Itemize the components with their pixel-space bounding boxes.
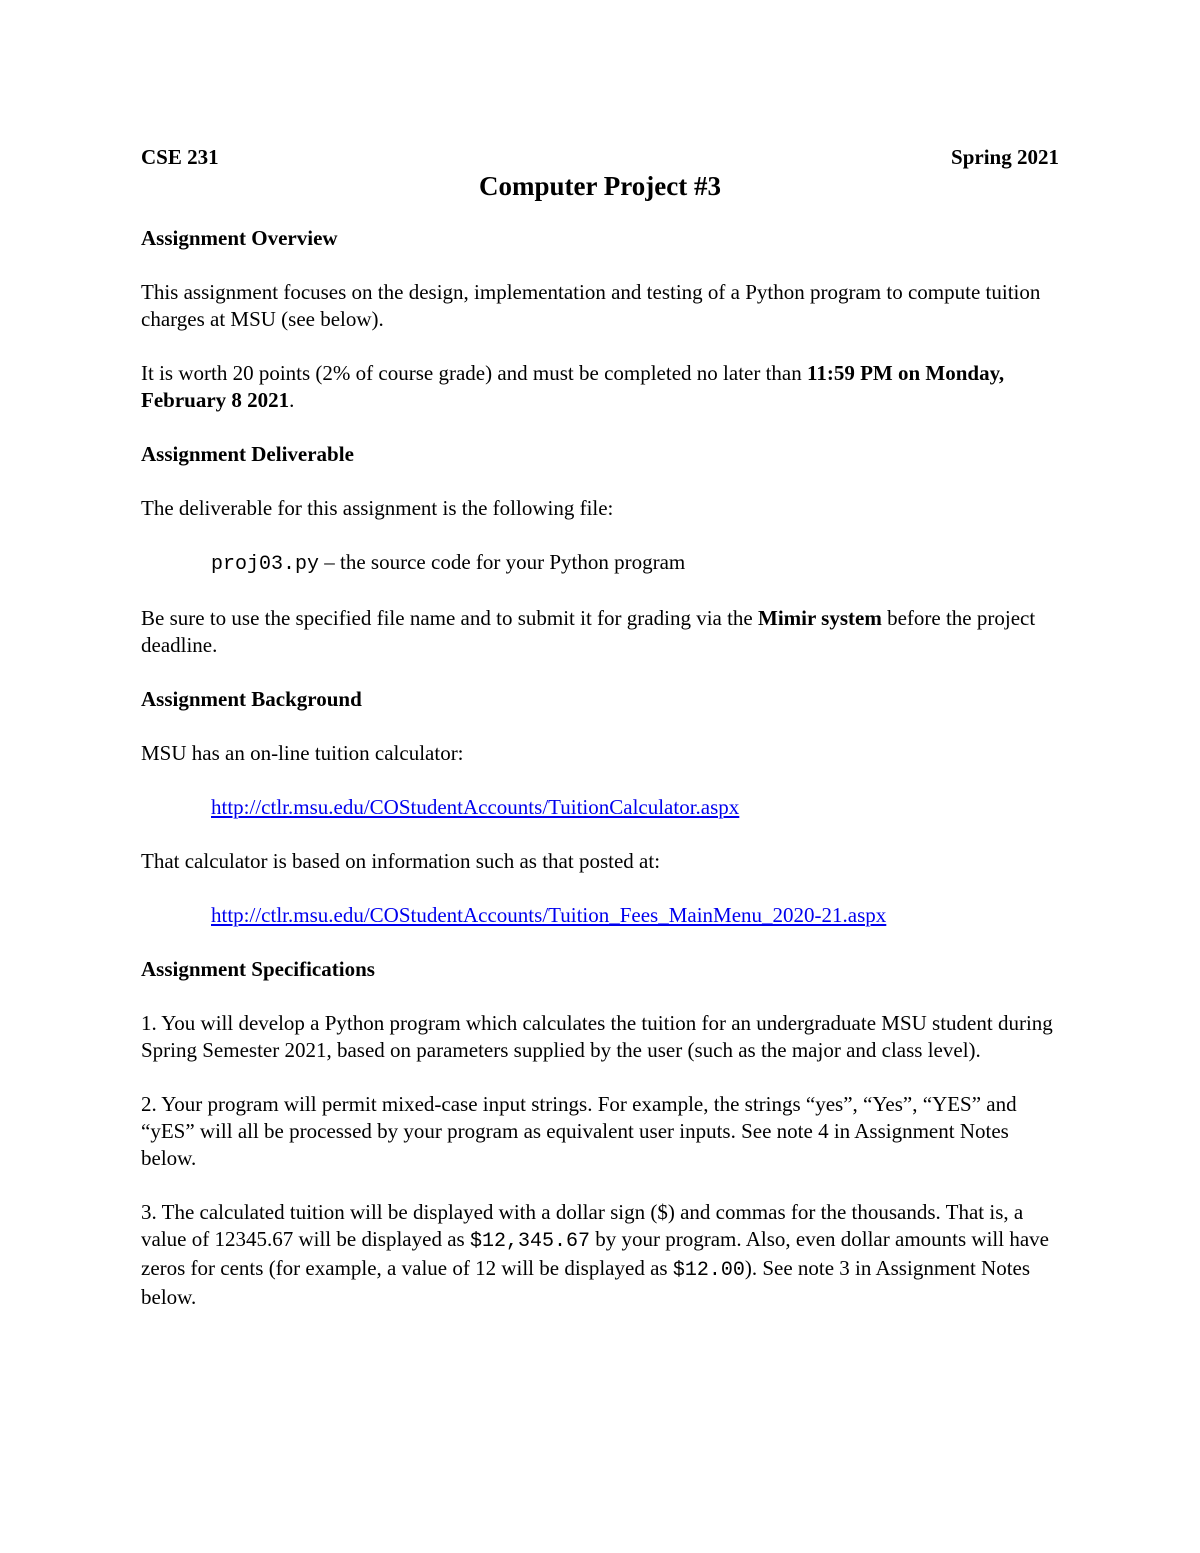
- page-header: [141, 143, 1059, 171]
- deliverable-heading: Assignment Deliverable: [141, 442, 354, 466]
- overview-p2-text: It is worth 20 points (2% of course grade) and must be completed no later than: [141, 361, 807, 385]
- background-paragraph-1: MSU has an on-line tuition calculator:: [141, 741, 464, 765]
- overview-paragraph-1: This assignment focuses on the design, implementation and testing of a Python program to compute tuition charges at MSU (see below).: [141, 280, 1041, 331]
- page-title: Computer Project #3: [479, 171, 721, 201]
- tuition-fees-link[interactable]: http://ctlr.msu.edu/COStudentAccounts/Tuition_Fees_MainMenu_2020-21.aspx: [211, 903, 887, 927]
- background-heading: Assignment Background: [141, 687, 362, 711]
- mimir-system: Mimir system: [758, 606, 882, 630]
- deliverable-file: [141, 549, 1059, 578]
- formatted-value-example: $12,345.67: [469, 1230, 590, 1253]
- background-link-1-line: [141, 794, 1059, 821]
- course-code: CSE 231: [141, 145, 219, 169]
- term: Spring 2021: [951, 145, 1059, 169]
- overview-heading: Assignment Overview: [141, 226, 338, 250]
- due-date: 11:59 PM on Monday, February 8 2021: [141, 361, 1005, 412]
- spec-item-3: [141, 1199, 1059, 1311]
- deliverable-paragraph-2: [141, 605, 1059, 659]
- spec-item-3-text-c: ). See note 3 in Assignment Notes below.: [141, 1256, 1031, 1309]
- tuition-calculator-link[interactable]: http://ctlr.msu.edu/COStudentAccounts/TuitionCalculator.aspx: [211, 795, 740, 819]
- deliverable-p2-text: Be sure to use the specified file name and to submit it for grading via the: [141, 606, 758, 630]
- background-link-2-line: [141, 902, 1059, 929]
- document-page: [141, 143, 1059, 1311]
- file-description: – the source code for your Python program: [319, 550, 686, 574]
- file-name: proj03.py: [211, 553, 320, 576]
- overview-p2-end: .: [289, 388, 295, 412]
- spec-item-2: 2. Your program will permit mixed-case input strings. For example, the strings “yes”, “Yes”, “YES” and “yES” will all be processed by your program as equivalent user inputs. See note 4 in Assignment Notes below.: [141, 1092, 1017, 1170]
- spec-item-1: 1. You will develop a Python program which calculates the tuition for an undergraduate MSU student during Spring Semester 2021, based on parameters supplied by the user (such as the major and class level).: [141, 1011, 1053, 1062]
- deliverable-p2-end: before the project deadline.: [141, 606, 1036, 657]
- spec-item-3-text-a: 3. The calculated tuition will be displayed with a dollar sign ($) and commas for the thousands. That is, a value of 12345.67 will be displayed as: [141, 1200, 1024, 1251]
- spec-item-3-text-b: by your program. Also, even dollar amounts will have zeros for cents (for example, a value of 12 will be displayed as: [141, 1227, 1049, 1280]
- background-paragraph-2: That calculator is based on information such as that posted at:: [141, 849, 661, 873]
- even-dollar-example: $12.00: [672, 1259, 745, 1282]
- specifications-heading: Assignment Specifications: [141, 957, 375, 981]
- overview-paragraph-2: [141, 360, 1059, 414]
- deliverable-paragraph-1: The deliverable for this assignment is the following file:: [141, 496, 614, 520]
